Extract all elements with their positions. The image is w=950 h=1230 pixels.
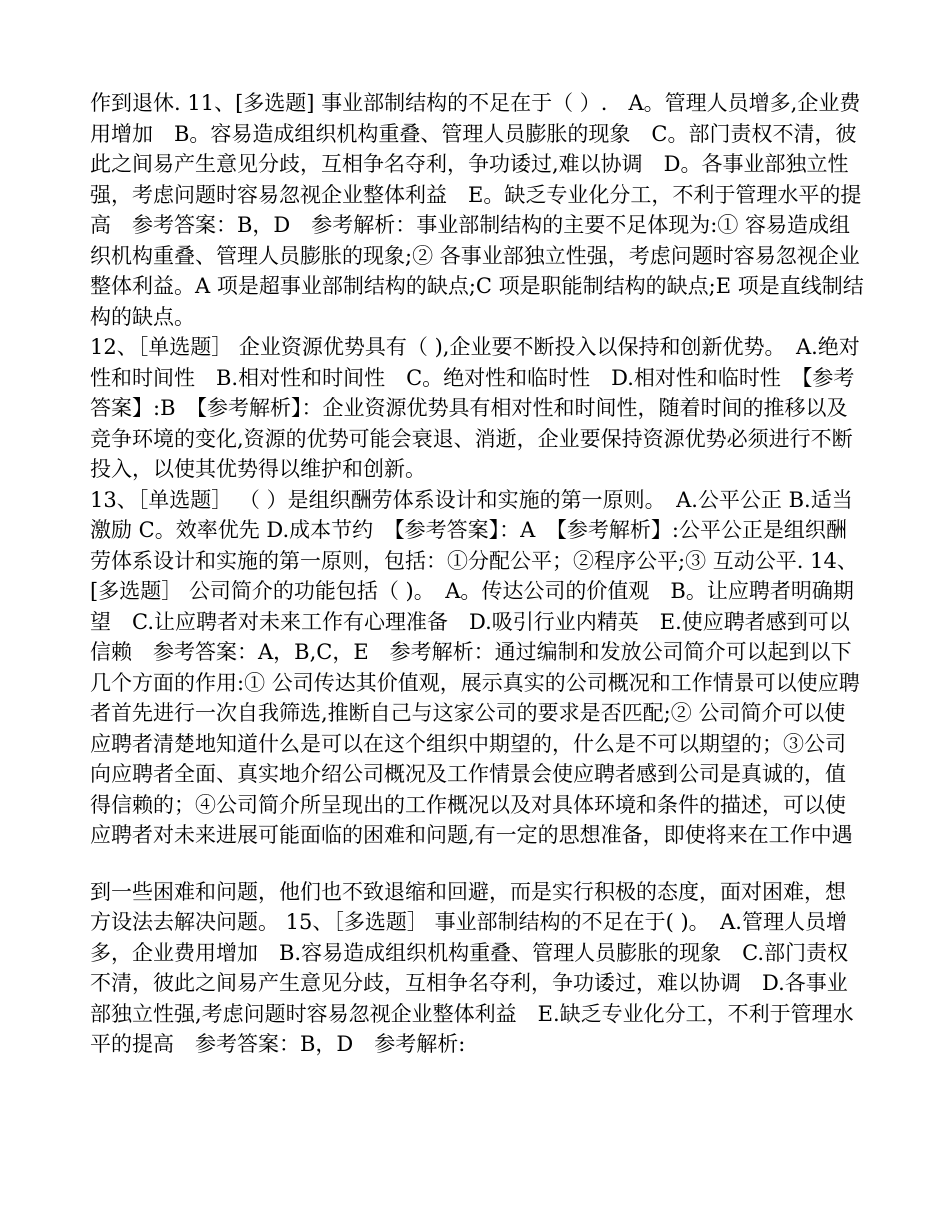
paragraph-q11: 作到退休. 11、[多选题] 事业部制结构的不足在于（ ）. A。管理人员增多,企业费用增加 B。容易造成组织机构重叠、管理人员膨胀的现象 C。部门责权不清，彼此之间易产生意见分歧，互相争名夺利，争功诿过,难以协调 D。各事业部独立性强，考虑问题时容易忽视企业整体利益 E。缺乏专业化分工，不利于管理水平的提高 参考答案：B，D 参考解析：事业部制结构的主要不足体现为:① 容易造成组织机构重叠、管理人员膨胀的现象;② 各事业部独立性强，考虑问题时容易忽视企业整体利益。A 项是超事业部制结构的缺点;C 项是职能制结构的缺点;E 项是直线制结构的缺点。 — [90, 91, 864, 329]
paragraph-q12: 12、［单选题］ 企业资源优势具有（ ),企业要不断投入以保持和创新优势。 A.绝对性和时间性 B.相对性和时间性 C。绝对性和临时性 D.相对性和临时性 【参考答案】:B 【参考解析】：企业资源优势具有相对性和时间性，随着时间的推移以及竞争环境的变化,资源的优势可能会衰退、消逝，企业要保持资源优势必须进行不断投入，以使其优势得以维护和创新。 — [90, 335, 860, 481]
document-page — [90, 88, 865, 1060]
paragraph-spacer — [90, 851, 865, 877]
paragraph-q15: 到一些困难和问题，他们也不致退缩和回避，而是实行积极的态度，面对困难，想方设法去解决问题。 15、［多选题］ 事业部制结构的不足在于( )。 A.管理人员增多，企业费用增加 B.容易造成组织机构重叠、管理人员膨胀的现象 C.部门责权不清，彼此之间易产生意见分歧，互相争名夺利，争功诿过，难以协调 D.各事业部独立性强,考虑问题时容易忽视企业整体利益 E.缺乏专业化分工，不利于管理水平的提高 参考答案：B，D 参考解析: — [90, 879, 854, 1056]
paragraph-q13-q14: 13、［单选题］ （ ）是组织酬劳体系设计和实施的第一原则。 A.公平公正 B.适当激励 C。效率优先 D.成本节约 【参考答案】：A 【参考解析】:公平公正是组织酬劳体系设计和实施的第一原则，包括：①分配公平；②程序公平;③ 互动公平. 14、[多选题］ 公司简介的功能包括（ )。 A。传达公司的价值观 B。让应聘者明确期望 C.让应聘者对未来工作有心理准备 D.吸引行业内精英 E.使应聘者感到可以信赖 参考答案：A，B,C，E 参考解析：通过编制和发放公司简介可以起到以下几个方面的作用:① 公司传达其价值观，展示真实的公司概况和工作情景可以使应聘者首先进行一次自我筛选,推断自己与这家公司的要求是否匹配;② 公司简介可以使应聘者清楚地知道什么是可以在这个组织中期望的，什么是不可以期望的；③公司向应聘者全面、真实地介绍公司概况及工作情景会使应聘者感到公司是真诚的，值得信赖的；④公司简介所呈现出的工作概况以及对具体环境和条件的描述，可以使应聘者对未来进展可能面临的困难和问题,有一定的思想准备，即使将来在工作中遇 — [90, 487, 860, 847]
